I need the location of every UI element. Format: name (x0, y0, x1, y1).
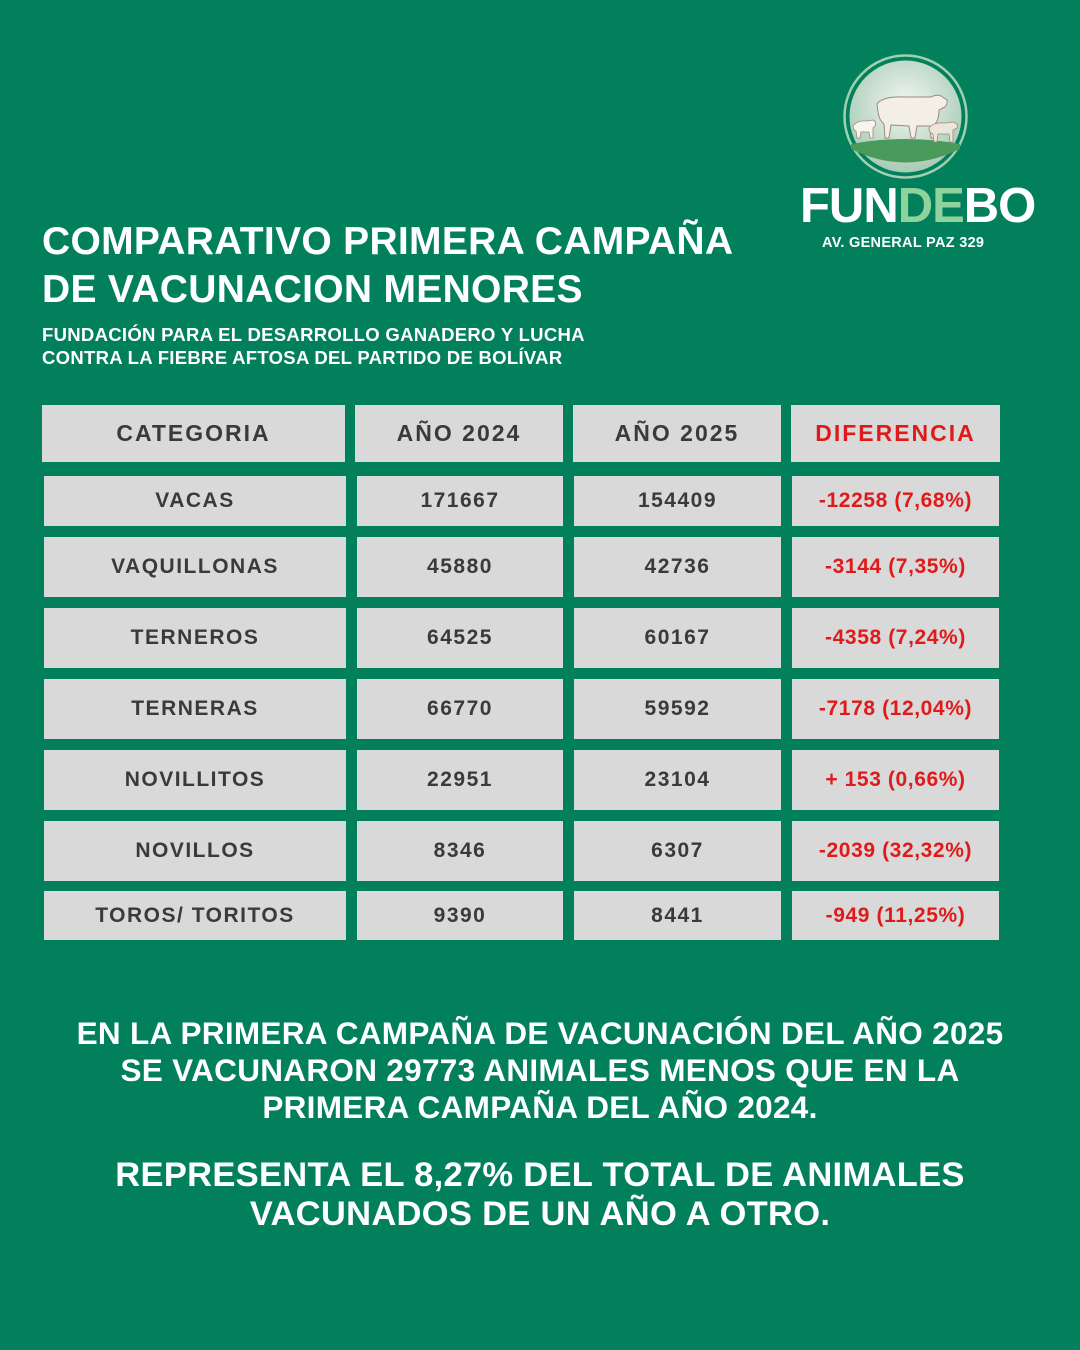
row-vacas-2025: 154409 (574, 476, 781, 526)
header-ano-2025: AÑO 2025 (573, 405, 781, 462)
brand-part-fun: FUN (800, 179, 898, 233)
row-novillitos-2024: 22951 (357, 750, 563, 810)
row-toros-category: TOROS/ TORITOS (44, 891, 346, 940)
brand-wordmark (795, 180, 1040, 232)
row-novillitos-category: NOVILLITOS (44, 750, 346, 810)
summary-1-line-1: EN LA PRIMERA CAMPAÑA DE VACUNACIÓN DEL AÑO 2025 (76, 1015, 1004, 1051)
row-novillitos-2025: 23104 (574, 750, 781, 810)
row-terneros-2025: 60167 (574, 608, 781, 668)
summary-2-line-1: REPRESENTA EL 8,27% DEL TOTAL DE ANIMALES (115, 1156, 965, 1194)
subtitle-line-1: FUNDACIÓN PARA EL DESARROLLO GANADERO Y LUCHA (42, 324, 585, 345)
row-novillos-diff: -2039 (32,32%) (792, 821, 999, 881)
row-terneras-diff: -7178 (12,04%) (792, 679, 999, 739)
row-vacas-2024: 171667 (357, 476, 563, 526)
brand-part-bo: BO (963, 179, 1036, 233)
summary-1-line-2: SE VACUNARON 29773 ANIMALES MENOS QUE EN LA (120, 1052, 960, 1088)
row-novillos-2025: 6307 (574, 821, 781, 881)
header-categoria: CATEGORIA (42, 405, 345, 462)
row-vaquillonas-category: VAQUILLONAS (44, 537, 346, 597)
page-subtitle (42, 323, 742, 369)
brand-part-de: DE (897, 179, 964, 233)
row-terneras-2024: 66770 (357, 679, 563, 739)
page-title (42, 218, 802, 314)
row-terneras-category: TERNERAS (44, 679, 346, 739)
row-toros-2024: 9390 (357, 891, 563, 940)
title-line-2: DE VACUNACION MENORES (42, 268, 583, 311)
summary-paragraph-1 (40, 1015, 1040, 1126)
row-novillitos-diff: + 153 (0,66%) (792, 750, 999, 810)
row-terneros-2024: 64525 (357, 608, 563, 668)
row-vaquillonas-2024: 45880 (357, 537, 563, 597)
row-vacas-diff: -12258 (7,68%) (792, 476, 999, 526)
row-novillos-2024: 8346 (357, 821, 563, 881)
row-terneros-category: TERNEROS (44, 608, 346, 668)
row-novillos-category: NOVILLOS (44, 821, 346, 881)
subtitle-line-2: CONTRA LA FIEBRE AFTOSA DEL PARTIDO DE BOLÍVAR (42, 347, 563, 368)
fundebo-logo (795, 52, 1035, 257)
row-terneros-diff: -4358 (7,24%) (792, 608, 999, 668)
header-diferencia: DIFERENCIA (791, 405, 1000, 462)
summary-1-line-3: PRIMERA CAMPAÑA DEL AÑO 2024. (262, 1089, 818, 1125)
row-vaquillonas-2025: 42736 (574, 537, 781, 597)
row-terneras-2025: 59592 (574, 679, 781, 739)
row-toros-diff: -949 (11,25%) (792, 891, 999, 940)
header-ano-2024: AÑO 2024 (355, 405, 563, 462)
title-line-1: COMPARATIVO PRIMERA CAMPAÑA (42, 220, 734, 263)
row-vaquillonas-diff: -3144 (7,35%) (792, 537, 999, 597)
cattle-emblem-icon (843, 54, 968, 179)
summary-paragraph-2 (40, 1156, 1040, 1234)
row-toros-2025: 8441 (574, 891, 781, 940)
row-vacas-category: VACAS (44, 476, 346, 526)
logo-address: AV. GENERAL PAZ 329 (822, 235, 985, 251)
summary-2-line-2: VACUNADOS DE UN AÑO A OTRO. (249, 1195, 831, 1233)
